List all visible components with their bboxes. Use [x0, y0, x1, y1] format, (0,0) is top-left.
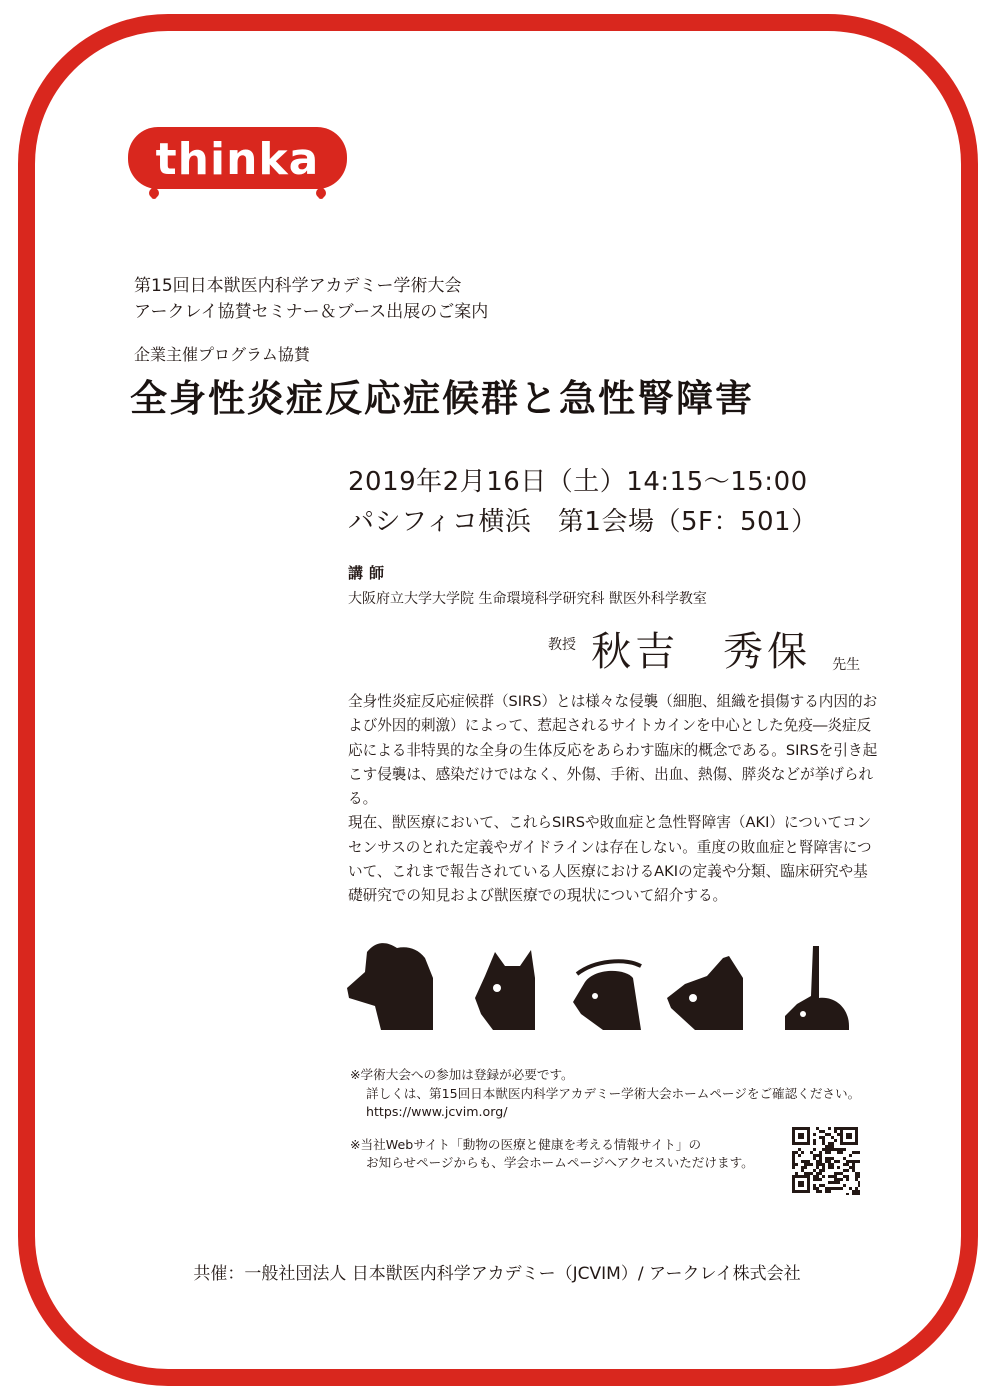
- note-website-detail: お知らせページからも、学会ホームページへアクセスいただけます。: [366, 1155, 754, 1170]
- cat-icon: [475, 950, 535, 1030]
- notes: [350, 1066, 866, 1173]
- note-website: ※当社Webサイト「動物の医療と健康を考える情報サイト」の: [350, 1136, 702, 1152]
- event-datetime: 2019年2月16日（土）14:15〜15:00: [348, 467, 808, 497]
- description-paragraph-2: 現在、獣医療において、これらSIRSや敗血症と急性腎障害（AKI）についてコンセンサスのとれた定義やガイドラインは存在しない。重度の敗血症と腎障害について、これまで報告されている人医療におけるAKIの定義や分類、臨床研究や基礎研究での知見および獣医療での現状について紹介する。: [348, 814, 872, 905]
- lecturer-affiliation: 大阪府立大学大学院 生命環境科学研究科 獣医外科学教室: [348, 591, 707, 607]
- event-header: [134, 273, 488, 325]
- sponsor-label: 企業主催プログラム協賛: [134, 345, 310, 364]
- speaker-honorific: 先生: [832, 657, 861, 673]
- event-venue: パシフィコ横浜 第1会場（5F：501）: [348, 507, 818, 537]
- description: [348, 690, 878, 909]
- footer-cohost: 共催：一般社団法人 日本獣医内科学アカデミー（JCVIM）/ アークレイ株式会社: [193, 1264, 801, 1284]
- lecturer-label: 講師: [348, 564, 391, 582]
- seminar-title: 全身性炎症反応症候群と急性腎障害: [130, 377, 754, 420]
- note-registration: ※学術大会への参加は登録が必要です。: [350, 1067, 574, 1082]
- logo-text: thinka: [155, 134, 320, 185]
- animal-silhouettes: [345, 938, 855, 1034]
- qr-code-icon: [790, 1125, 860, 1195]
- dog-icon: [347, 943, 433, 1030]
- event-info: [348, 462, 818, 542]
- jcvim-url-link[interactable]: https://www.jcvim.org/: [366, 1104, 508, 1119]
- speaker-position: 教授: [548, 637, 576, 653]
- mouse-icon: [573, 961, 641, 1030]
- header-line-2: アークレイ協賛セミナー＆ブース出展のご案内: [134, 302, 489, 322]
- ferret-icon: [667, 956, 743, 1030]
- speaker-name: 秋吉 秀保: [591, 629, 812, 675]
- rabbit-icon: [785, 946, 849, 1030]
- speaker: [548, 620, 860, 677]
- note-registration-detail: 詳しくは、第15回日本獣医内科学アカデミー学術大会ホームページをご確認ください。: [366, 1085, 861, 1101]
- description-paragraph-1: 全身性炎症反応症候群（SIRS）とは様々な侵襲（細胞、組織を損傷する内因的および外因的刺激）によって、惹起されるサイトカインを中心とした免疫―炎症反応による非特異的な全身の生体反応をあらわす臨床的概念である。SIRSを引き起こす侵襲は、感染だけではなく、外傷、手術、出血、熱傷、膵炎などが挙げられる。: [348, 693, 878, 808]
- header-line-1: 第15回日本獣医内科学アカデミー学術大会: [134, 276, 462, 296]
- thinka-logo: [128, 127, 347, 203]
